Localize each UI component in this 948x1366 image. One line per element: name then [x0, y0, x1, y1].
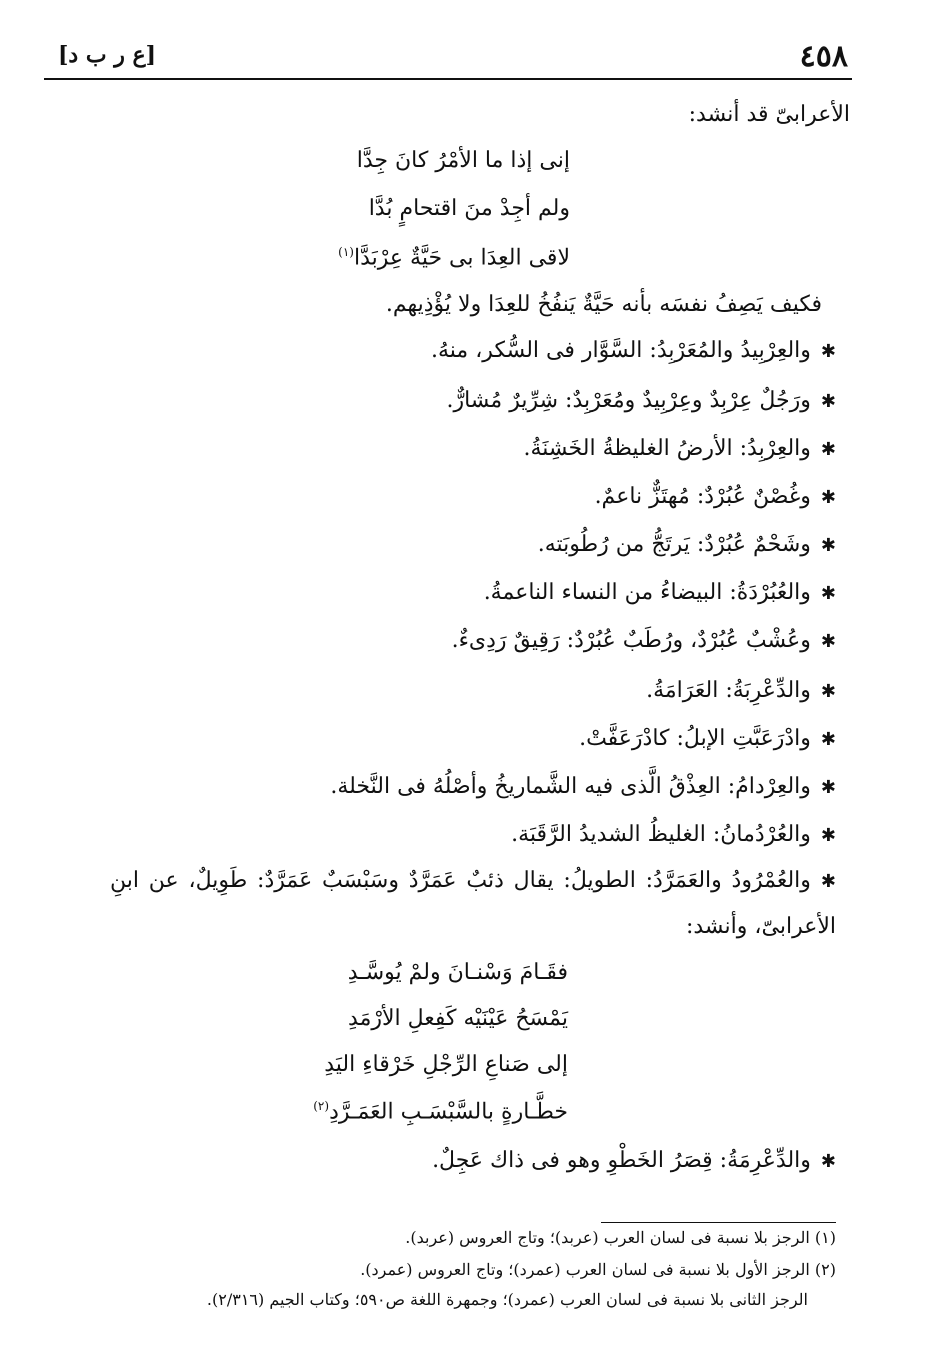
verse-text: خطَّـارةٍ بالسَّبْسَـبِ العَمَـرَّدِ [329, 1099, 568, 1125]
asterisk-icon: ✱ [820, 871, 836, 892]
verse-line [313, 1100, 568, 1123]
page-number: ٤٥٨ [799, 39, 848, 74]
asterisk-icon: ✱ [820, 391, 836, 412]
entry-text: وشَحْمٌ عُبُرْدٌ: يَرتَجُّ من رُطُوبَته. [537, 532, 811, 557]
entry-line [330, 776, 836, 798]
asterisk-icon: ✱ [820, 825, 836, 846]
entry-line [484, 582, 836, 604]
asterisk-icon: ✱ [820, 487, 836, 508]
entry-text: والعُمْرُودُ والعَمَرَّدُ: الطويلُ: يقال ذئبٌ عَمَرَّدٌ وسَبْسَبٌ عَمَرَّدٌ: طَوِيلٌ، عن ابنِ [110, 868, 811, 893]
root-heading: [ع ر ب د] [58, 42, 157, 68]
entry-text: ورَجُلٌ عِرْبِدٌ وعِرْبِيدٌ ومُعَرْبِدٌ: شِرِّيرٌ مُشارٌّ. [446, 388, 811, 413]
verse-line: إلى صَناعِ الرِّجْلِ خَرْقاءِ اليَدِ [324, 1052, 568, 1077]
footnote-ref: (٢) [313, 1099, 330, 1113]
footnote-rule [601, 1222, 836, 1223]
footnote: الرجز الثانى بلا نسبة فى لسان العرب (عمرد)؛ وجمهرة اللغة ص٥٩٠؛ وكتاب الجيم (٢/٣١٦). [206, 1290, 808, 1309]
entry-line [538, 534, 836, 556]
footnote: (٢) الرجز الأول بلا نسبة فى لسان العرب (عمرد)؛ وتاج العروس (عمرد). [360, 1260, 836, 1279]
verse-line: إنى إذا ما الأمْرُ كانَ جِدَّا [356, 148, 570, 173]
entry-line [110, 870, 836, 892]
commentary-line: فكيف يَصِفُ نفسَه بأنه حَيَّةٌ يَنفُخُ للعِدَا ولا يُؤْذِيهم. [385, 292, 822, 317]
entry-text: وعُشْبٌ عُبُرْدٌ، ورُطَبٌ عُبُرْدٌ: رَقِيقٌ رَدِىءٌ. [451, 628, 811, 653]
entry-line [595, 486, 836, 508]
asterisk-icon: ✱ [820, 535, 836, 556]
entry-text: والعِرْدامُ: العِذْقُ الَّذى فيه الشَّماريخُ وأصْلُهُ فى النَّخلة. [330, 774, 811, 799]
asterisk-icon: ✱ [820, 583, 836, 604]
entry-text: والعُبُرْدَةُ: البيضاءُ من النساء الناعمةُ. [483, 580, 811, 605]
asterisk-icon: ✱ [820, 631, 836, 652]
entry-text: والدِّعْرِبَةُ: العَرَامَةُ. [646, 678, 811, 703]
verse-text: لاقى العِدَا بى حَيَّةٌ عِرْبَدَّا [353, 245, 570, 271]
entry-text: والعِرْبِدُ: الأرضُ الغليظةُ الخَشِنَةُ. [523, 436, 811, 461]
entry-text: وادْرَعَبَّتِ الإبلُ: كادْرَعَفَّتْ. [579, 726, 811, 751]
entry-line [646, 680, 836, 702]
entry-line [452, 630, 836, 652]
entry-text: والعِرْبِيدُ والمُعَرْبِدُ: السَّوَّار فى السُّكر، منهُ. [431, 338, 811, 363]
intro-line: الأعرابىّ قد أنشد: [688, 102, 850, 127]
entry-text: وغُصْنٌ عُبُرْدٌ: مُهتَزٌّ ناعمٌ. [594, 484, 811, 509]
header-rule [44, 78, 852, 80]
asterisk-icon: ✱ [820, 341, 836, 362]
entry-continuation: الأعرابىّ، وأنشد: [685, 914, 836, 939]
entry-text: والدِّعْرِمَةُ: قِصَرُ الخَطْوِ وهو فى ذاك عَجِلٌ. [432, 1148, 811, 1173]
entry-line [511, 824, 836, 846]
verse-line: فقَـامَ وَسْنـانَ ولمْ يُوسَّـدِ [347, 960, 568, 985]
entry-line [579, 728, 836, 750]
footnote: (١) الرجز بلا نسبة فى لسان العرب (عربد)؛ وتاج العروس (عربد). [405, 1228, 836, 1247]
asterisk-icon: ✱ [820, 1151, 836, 1172]
asterisk-icon: ✱ [820, 439, 836, 460]
asterisk-icon: ✱ [820, 777, 836, 798]
verse-line: ولم أجِدْ منَ اقتحامٍ بُدَّا [368, 196, 570, 221]
entry-line [446, 390, 836, 412]
footnote-ref: (١) [338, 245, 354, 259]
entry-line [432, 1150, 836, 1172]
asterisk-icon: ✱ [820, 681, 836, 702]
entry-line [431, 340, 836, 362]
verse-line [338, 246, 570, 269]
asterisk-icon: ✱ [820, 729, 836, 750]
entry-line [524, 438, 837, 460]
verse-line: يَمْسَحُ عَيْنَيْه كَفِعلِ الأرْمَدِ [348, 1006, 568, 1031]
entry-text: والعُرْدُمانُ: الغليظُ الشديدُ الرَّقَبَة. [511, 822, 811, 847]
